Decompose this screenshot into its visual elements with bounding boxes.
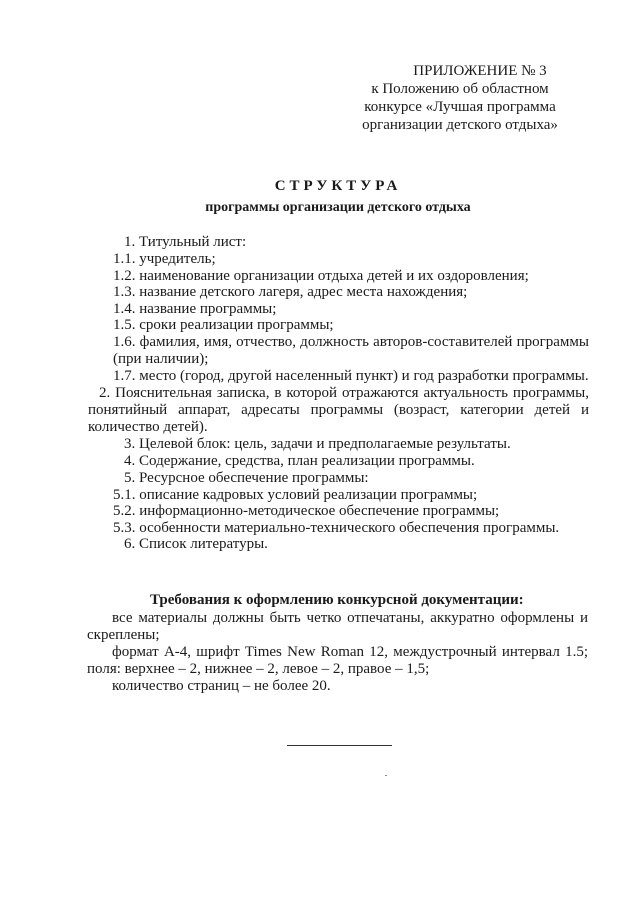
structure-item: 3. Целевой блок: цель, задачи и предполагаемые результаты. (124, 435, 511, 452)
requirements-section (87, 610, 588, 695)
structure-list (88, 234, 589, 553)
structure-item: 5.1. описание кадровых условий реализации программы; (113, 486, 478, 503)
structure-item: 2. Пояснительная записка, в которой отражаются актуальность программы, понятийный аппарат, адресаты программы (возраст, категории детей и количество детей). (88, 384, 589, 435)
requirements-title: Требования к оформлению конкурсной документации: (150, 592, 524, 608)
requirements-paragraph: все материалы должны быть четко отпечатаны, аккуратно оформлены и скреплены; (87, 610, 588, 643)
structure-item: 6. Список литературы. (124, 536, 268, 552)
appendix-number: ПРИЛОЖЕНИЕ № 3 (413, 63, 547, 79)
structure-item: 5. Ресурсное обеспечение программы: (124, 469, 369, 486)
requirements-paragraph: количество страниц – не более 20. (112, 678, 331, 694)
structure-item: 1.6. фамилия, имя, отчество, должность авторов-составителей программы (при наличии); (113, 333, 589, 367)
closing-separator-line (287, 745, 392, 746)
structure-item: 1.5. сроки реализации программы; (113, 317, 334, 333)
appendix-line: конкурсе «Лучшая программа (364, 99, 556, 115)
structure-item: 1.2. наименование организации отдыха детей и их оздоровления; (113, 267, 529, 284)
structure-item: 1.4. название программы; (113, 300, 277, 317)
structure-item: 4. Содержание, средства, план реализации программы. (124, 452, 475, 469)
requirements-paragraph: формат А-4, шрифт Times New Roman 12, междустрочный интервал 1.5; поля: верхнее – 2, нижнее – 2, левое – 2, правое – 1,5; (87, 644, 588, 677)
document-title: СТРУКТУРА (274, 178, 402, 194)
document-subtitle: программы организации детского отдыха (205, 200, 471, 215)
scan-dot (385, 775, 387, 776)
structure-item: 5.2. информационно-методическое обеспечение программы; (113, 503, 500, 519)
appendix-line: к Положению об областном (371, 81, 549, 97)
structure-item: 1.7. место (город, другой населенный пункт) и год разработки программы. (113, 367, 589, 384)
structure-item: 1.3. название детского лагеря, адрес места нахождения; (113, 284, 468, 300)
appendix-line: организации детского отдыха» (362, 117, 558, 133)
structure-item: 1. Титульный лист: (124, 234, 247, 250)
structure-item: 5.3. особенности материально-технического обеспечения программы. (113, 519, 560, 536)
appendix-header (340, 62, 580, 134)
structure-item: 1.1. учредитель; (113, 251, 216, 267)
